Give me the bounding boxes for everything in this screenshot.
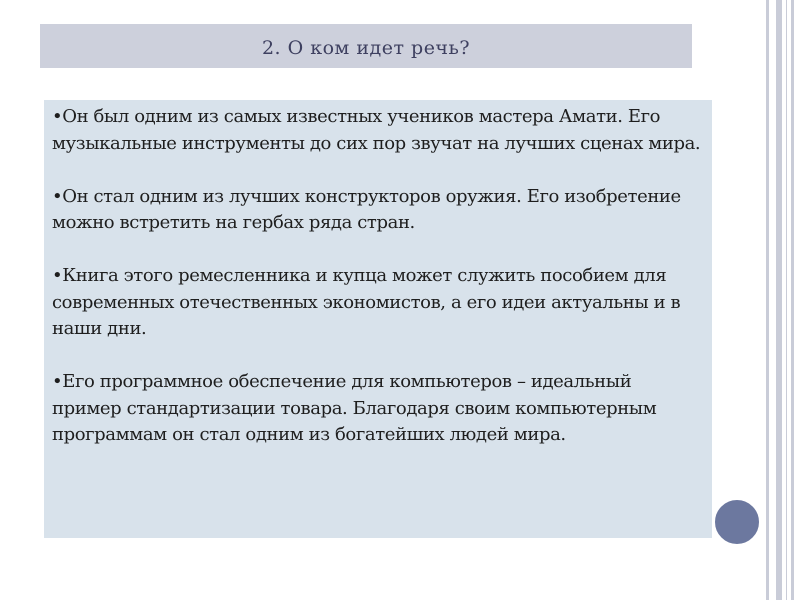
slide-title: 2. О ком идет речь? — [261, 37, 471, 59]
title-bar — [40, 24, 692, 68]
decorative-rail — [776, 0, 782, 600]
content-box — [44, 100, 712, 538]
decorative-circle — [713, 498, 761, 546]
paragraph-1: •Он был одним из самых известных учеников мастера Амати. Его музыкальные инструменты до сих пор звучат на лучших сценах мира. — [52, 106, 701, 154]
decorative-rail — [791, 0, 794, 600]
decorative-rail — [766, 0, 769, 600]
paragraph-2: •Он стал одним из лучших конструкторов оружия. Его изобретение можно встретить на гербах ряда стран. — [52, 185, 681, 233]
paragraph-3: •Книга этого ремесленника и купца может служить пособием для современных отечественных экономистов, а его идеи актуальны и в наши дни. — [52, 265, 681, 339]
decorative-rail — [786, 0, 787, 600]
paragraph-4: •Его программное обеспечение для компьютеров – идеальный пример стандартизации товара. Благодаря своим компьютерным программам он стал одним из богатейших людей мира. — [52, 371, 657, 445]
